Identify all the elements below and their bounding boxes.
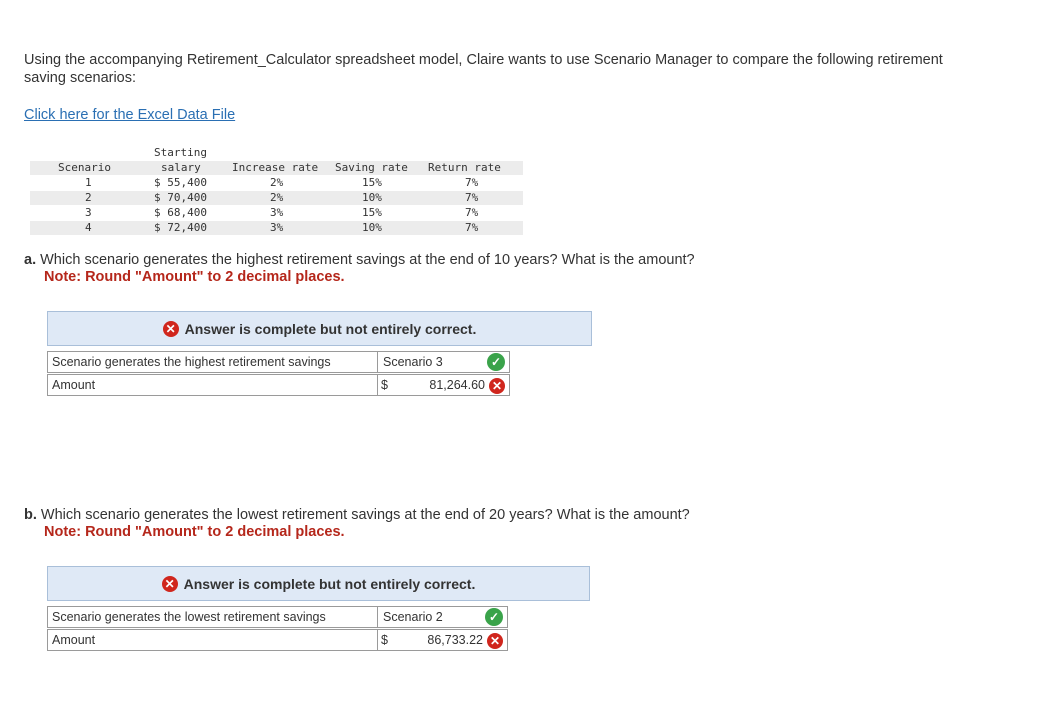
answer-row-amount bbox=[47, 629, 508, 651]
cell-saving: 15% bbox=[362, 176, 382, 189]
table-row bbox=[30, 191, 523, 205]
table-header-row-2 bbox=[30, 161, 523, 175]
cell-salary: $ 70,400 bbox=[154, 191, 207, 204]
cell-return: 7% bbox=[465, 176, 479, 189]
cell-scenario: 4 bbox=[85, 221, 92, 234]
correct-check-icon: ✓ bbox=[485, 608, 503, 626]
cell-salary: $ 55,400 bbox=[154, 176, 207, 189]
correct-check-icon: ✓ bbox=[487, 353, 505, 371]
currency-symbol: $ bbox=[381, 633, 388, 647]
header-salary-bottom: salary bbox=[161, 161, 201, 174]
note-b: Note: Round "Amount" to 2 decimal places. bbox=[44, 524, 345, 540]
cell-return: 7% bbox=[465, 206, 479, 219]
divider bbox=[377, 375, 378, 395]
question-b bbox=[24, 506, 690, 524]
answer-banner-b bbox=[47, 566, 590, 601]
cell-salary: $ 72,400 bbox=[154, 221, 207, 234]
amount-answer-input[interactable]: 86,733.22 bbox=[427, 633, 483, 647]
cell-saving: 10% bbox=[362, 191, 382, 204]
cell-return: 7% bbox=[465, 221, 479, 234]
divider bbox=[377, 607, 378, 627]
answer-row-amount bbox=[47, 374, 510, 396]
cell-salary: $ 68,400 bbox=[154, 206, 207, 219]
divider bbox=[377, 630, 378, 650]
note-a: Note: Round "Amount" to 2 decimal places. bbox=[44, 269, 345, 285]
scenario-answer-input[interactable]: Scenario 2 bbox=[383, 610, 443, 624]
intro-text: Using the accompanying Retirement_Calculator spreadsheet model, Claire wants to use Scenario Manager to compare the following retirement saving scenarios: bbox=[24, 52, 943, 86]
cell-increase: 3% bbox=[270, 221, 284, 234]
cell-scenario: 2 bbox=[85, 191, 92, 204]
header-saving-rate: Saving rate bbox=[335, 161, 408, 174]
banner-text: Answer is complete but not entirely correct. bbox=[184, 320, 477, 337]
answer-label: Scenario generates the highest retirement savings bbox=[52, 355, 331, 369]
answer-label: Scenario generates the lowest retirement savings bbox=[52, 610, 326, 624]
banner-text: Answer is complete but not entirely correct. bbox=[183, 575, 476, 592]
scenario-answer-input[interactable]: Scenario 3 bbox=[383, 355, 443, 369]
header-scenario: Scenario bbox=[58, 161, 111, 174]
incorrect-icon: ✕ bbox=[162, 576, 178, 592]
cell-saving: 15% bbox=[362, 206, 382, 219]
divider bbox=[377, 352, 378, 372]
cell-scenario: 1 bbox=[85, 176, 92, 189]
excel-data-file-link[interactable]: Click here for the Excel Data File bbox=[24, 107, 236, 123]
answer-row-scenario bbox=[47, 606, 508, 628]
answer-label: Amount bbox=[52, 633, 96, 647]
answer-label: Amount bbox=[52, 378, 96, 392]
table-row bbox=[30, 221, 523, 235]
cell-return: 7% bbox=[465, 191, 479, 204]
answer-row-scenario bbox=[47, 351, 510, 373]
question-a-letter: a. bbox=[24, 252, 37, 268]
header-increase-rate: Increase rate bbox=[232, 161, 319, 174]
cell-increase: 3% bbox=[270, 206, 284, 219]
question-b-letter: b. bbox=[24, 507, 37, 523]
question-a bbox=[24, 251, 695, 269]
cell-saving: 10% bbox=[362, 221, 382, 234]
amount-answer-input[interactable]: 81,264.60 bbox=[429, 378, 485, 392]
answer-banner-a bbox=[47, 311, 592, 346]
header-salary-top: Starting bbox=[154, 146, 207, 159]
cell-increase: 2% bbox=[270, 176, 284, 189]
currency-symbol: $ bbox=[381, 378, 388, 392]
table-row bbox=[30, 176, 523, 190]
cell-scenario: 3 bbox=[85, 206, 92, 219]
cell-increase: 2% bbox=[270, 191, 284, 204]
question-a-text: Which scenario generates the highest retirement savings at the end of 10 years? What is the amount? bbox=[40, 252, 695, 268]
table-row bbox=[30, 206, 523, 220]
scenario-table bbox=[30, 146, 523, 238]
table-header-row-1 bbox=[30, 146, 523, 160]
incorrect-icon: ✕ bbox=[163, 321, 179, 337]
incorrect-icon: ✕ bbox=[487, 631, 503, 649]
incorrect-icon: ✕ bbox=[489, 376, 505, 394]
question-b-text: Which scenario generates the lowest retirement savings at the end of 20 years? What is the amount? bbox=[40, 507, 690, 523]
header-return-rate: Return rate bbox=[428, 161, 501, 174]
